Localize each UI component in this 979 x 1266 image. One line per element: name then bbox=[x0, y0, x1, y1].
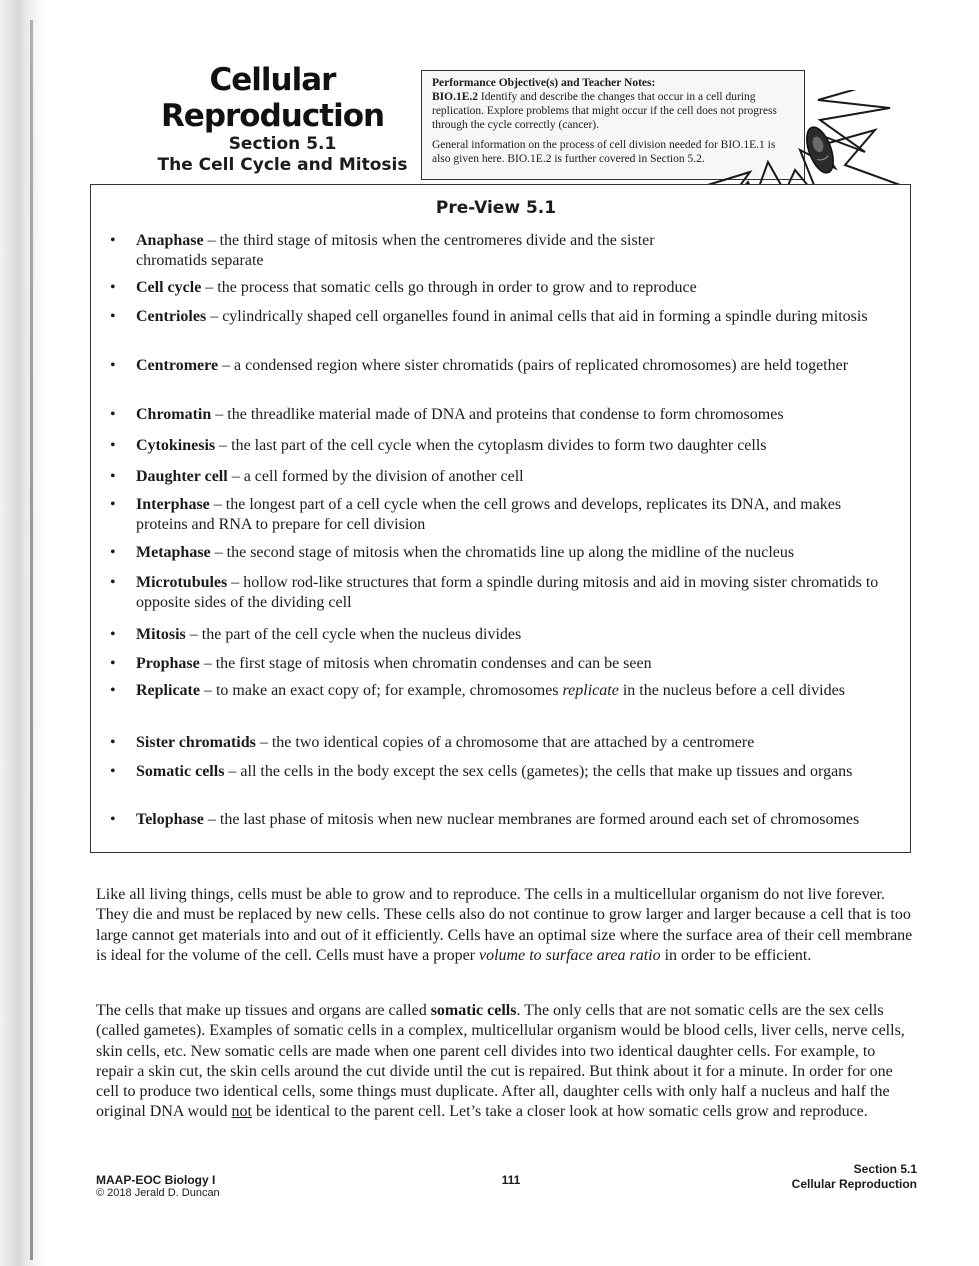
term-word: Cell cycle bbox=[136, 279, 202, 296]
bullet-icon: • bbox=[110, 544, 116, 561]
term-item bbox=[110, 762, 890, 782]
title-block bbox=[120, 62, 425, 176]
term-word: Mitosis bbox=[136, 626, 186, 643]
term-item bbox=[110, 231, 690, 271]
term-item bbox=[110, 436, 890, 456]
term-item bbox=[110, 654, 890, 674]
p1-text: Like all living things, cells must be able to grow and to reproduce. The cells in a multicellular organism do not live forever. They die and must be replaced by new cells. These cells also do not continue to grow larger and larger because a cell that is too large cannot get materials into and out of it efficiently. Cells have an optimal size where the surface area of their cell membrane is ideal for the volume of the cell. Cells must have a proper bbox=[96, 886, 913, 964]
term-item bbox=[110, 278, 890, 298]
bullet-icon: • bbox=[110, 734, 116, 751]
term-definition: – the third stage of mitosis when the centromeres divide and the sister chromatids separate bbox=[136, 232, 655, 269]
p1-tail: in order to be efficient. bbox=[660, 946, 812, 964]
bullet-icon: • bbox=[110, 496, 116, 513]
p2-end: be identical to the parent cell. Let’s take a closer look at how somatic cells grow and reproduce. bbox=[252, 1103, 868, 1121]
term-definition: – cylindrically shaped cell organelles found in animal cells that aid in forming a spindle during mitosis bbox=[206, 308, 868, 325]
bullet-icon: • bbox=[110, 437, 116, 454]
notes-heading: Performance Objective(s) and Teacher Notes: bbox=[432, 77, 656, 89]
footer-left bbox=[96, 1173, 220, 1199]
term-definition: – the first stage of mitosis when chromatin condenses and can be seen bbox=[199, 655, 652, 672]
term-item bbox=[110, 625, 890, 645]
objective-code: BIO.1E.2 bbox=[432, 91, 479, 103]
footer-section-name: Cellular Reproduction bbox=[791, 1177, 917, 1191]
page-number: 111 bbox=[501, 1173, 521, 1187]
term-word: Somatic cells bbox=[136, 763, 225, 780]
p2-start: The cells that make up tissues and organs are called bbox=[96, 1002, 431, 1019]
term-word: Cytokinesis bbox=[136, 437, 216, 454]
scan-edge-line bbox=[30, 20, 33, 1260]
body-paragraph-1 bbox=[96, 885, 916, 966]
term-item bbox=[110, 543, 890, 563]
p2-underline: not bbox=[231, 1103, 252, 1121]
term-word: Centromere bbox=[136, 357, 219, 374]
term-definition: – the two identical copies of a chromosome that are attached by a centromere bbox=[255, 734, 755, 751]
term-word: Centrioles bbox=[136, 308, 207, 325]
term-word: Prophase bbox=[136, 655, 200, 672]
term-item bbox=[110, 307, 890, 327]
term-definition: – the threadlike material made of DNA and proteins that condense to form chromosomes bbox=[211, 406, 784, 423]
p1-italic: volume to surface area ratio bbox=[479, 946, 661, 964]
term-word: Chromatin bbox=[136, 406, 212, 423]
bullet-icon: • bbox=[110, 308, 116, 325]
p2-mid: . The only cells that are not somatic cells are the sex cells (called gametes). Examples of somatic cells in a complex, multicellular organism would be blood cells, liver cells, nerve cells, skin cells, etc. New somatic cells are made when one parent cell divides into two identical daughter cells. For example, to repair a skin cut, the skin cells around the cut divide until the cut is repaired. But think about it for a minute. In order for one cell to produce two identical cells, some things must duplicate. After all, daughter cells with only half a nucleus and half the original DNA would bbox=[96, 1002, 905, 1121]
bullet-icon: • bbox=[110, 357, 116, 374]
term-word: Anaphase bbox=[136, 232, 204, 249]
bullet-icon: • bbox=[110, 279, 116, 296]
term-definition: – a cell formed by the division of another cell bbox=[227, 468, 524, 485]
bullet-icon: • bbox=[110, 811, 116, 828]
bullet-icon: • bbox=[110, 574, 116, 591]
objective-text: Identify and describe the changes that occur in a cell during replication. Explore problems that might occur if the cell does not progress through the cycle correctly (cancer). bbox=[432, 91, 777, 131]
term-word: Interphase bbox=[136, 496, 210, 513]
footer-copyright: © 2018 Jerald D. Duncan bbox=[96, 1187, 220, 1199]
body-paragraph-2 bbox=[96, 1001, 916, 1123]
term-definition-tail: in the nucleus before a cell divides bbox=[618, 682, 845, 699]
term-definition: – the second stage of mitosis when the chromatids line up along the midline of the nucleus bbox=[210, 544, 795, 561]
footer-section: Section 5.1 bbox=[853, 1162, 917, 1176]
bullet-icon: • bbox=[110, 406, 116, 423]
term-word: Daughter cell bbox=[136, 468, 228, 485]
section-title: The Cell Cycle and Mitosis bbox=[157, 155, 408, 175]
bullet-icon: • bbox=[110, 763, 116, 780]
p2-bold: somatic cells bbox=[430, 1002, 517, 1019]
term-item bbox=[110, 573, 890, 613]
page-title: Cellular Reproduction bbox=[160, 62, 385, 134]
bullet-icon: • bbox=[110, 626, 116, 643]
term-definition: – the last part of the cell cycle when the cytoplasm divides to form two daughter cells bbox=[215, 437, 767, 454]
term-definition: – the last phase of mitosis when new nuclear membranes are formed around each set of chromosomes bbox=[203, 811, 860, 828]
term-word: Replicate bbox=[136, 682, 200, 699]
notes-general-info: General information on the process of cell division needed for BIO.1E.1 is also given here. BIO.1E.2 is further covered in Section 5.2. bbox=[432, 139, 776, 165]
section-number: Section 5.1 bbox=[228, 134, 337, 154]
term-word: Sister chromatids bbox=[136, 734, 256, 751]
bullet-icon: • bbox=[110, 232, 116, 249]
term-word: Microtubules bbox=[136, 574, 228, 591]
term-definition: – the longest part of a cell cycle when the cell grows and develops, replicates its DNA, and makes proteins and RNA to prepare for cell division bbox=[136, 496, 842, 533]
term-item bbox=[110, 405, 890, 425]
term-item bbox=[110, 356, 890, 376]
term-definition: – all the cells in the body except the sex cells (gametes); the cells that make up tissues and organs bbox=[224, 763, 853, 780]
bullet-icon: • bbox=[110, 655, 116, 672]
term-definition-italic: replicate bbox=[562, 682, 619, 699]
term-definition: – to make an exact copy of; for example, chromosomes bbox=[199, 682, 563, 699]
term-word: Metaphase bbox=[136, 544, 211, 561]
footer-course: MAAP-EOC Biology I bbox=[96, 1173, 216, 1187]
term-definition: – the part of the cell cycle when the nucleus divides bbox=[185, 626, 522, 643]
term-item bbox=[110, 681, 890, 701]
bullet-icon: • bbox=[110, 682, 116, 699]
term-item bbox=[110, 467, 890, 487]
scan-edge-shadow bbox=[0, 0, 44, 1266]
term-item bbox=[110, 495, 890, 535]
term-definition: – a condensed region where sister chromatids (pairs of replicated chromosomes) are held together bbox=[218, 357, 849, 374]
term-definition: – the process that somatic cells go through in order to grow and to reproduce bbox=[201, 279, 697, 296]
term-item bbox=[110, 810, 890, 830]
bullet-icon: • bbox=[110, 468, 116, 485]
preview-title: Pre-View 5.1 bbox=[435, 198, 557, 218]
preview-vocabulary-box bbox=[90, 184, 911, 853]
term-definition: – hollow rod-like structures that form a spindle during mitosis and aid in moving sister chromatids to opposite sides of the dividing cell bbox=[136, 574, 879, 611]
term-item bbox=[110, 733, 890, 753]
footer-right bbox=[792, 1162, 917, 1192]
term-word: Telophase bbox=[136, 811, 204, 828]
